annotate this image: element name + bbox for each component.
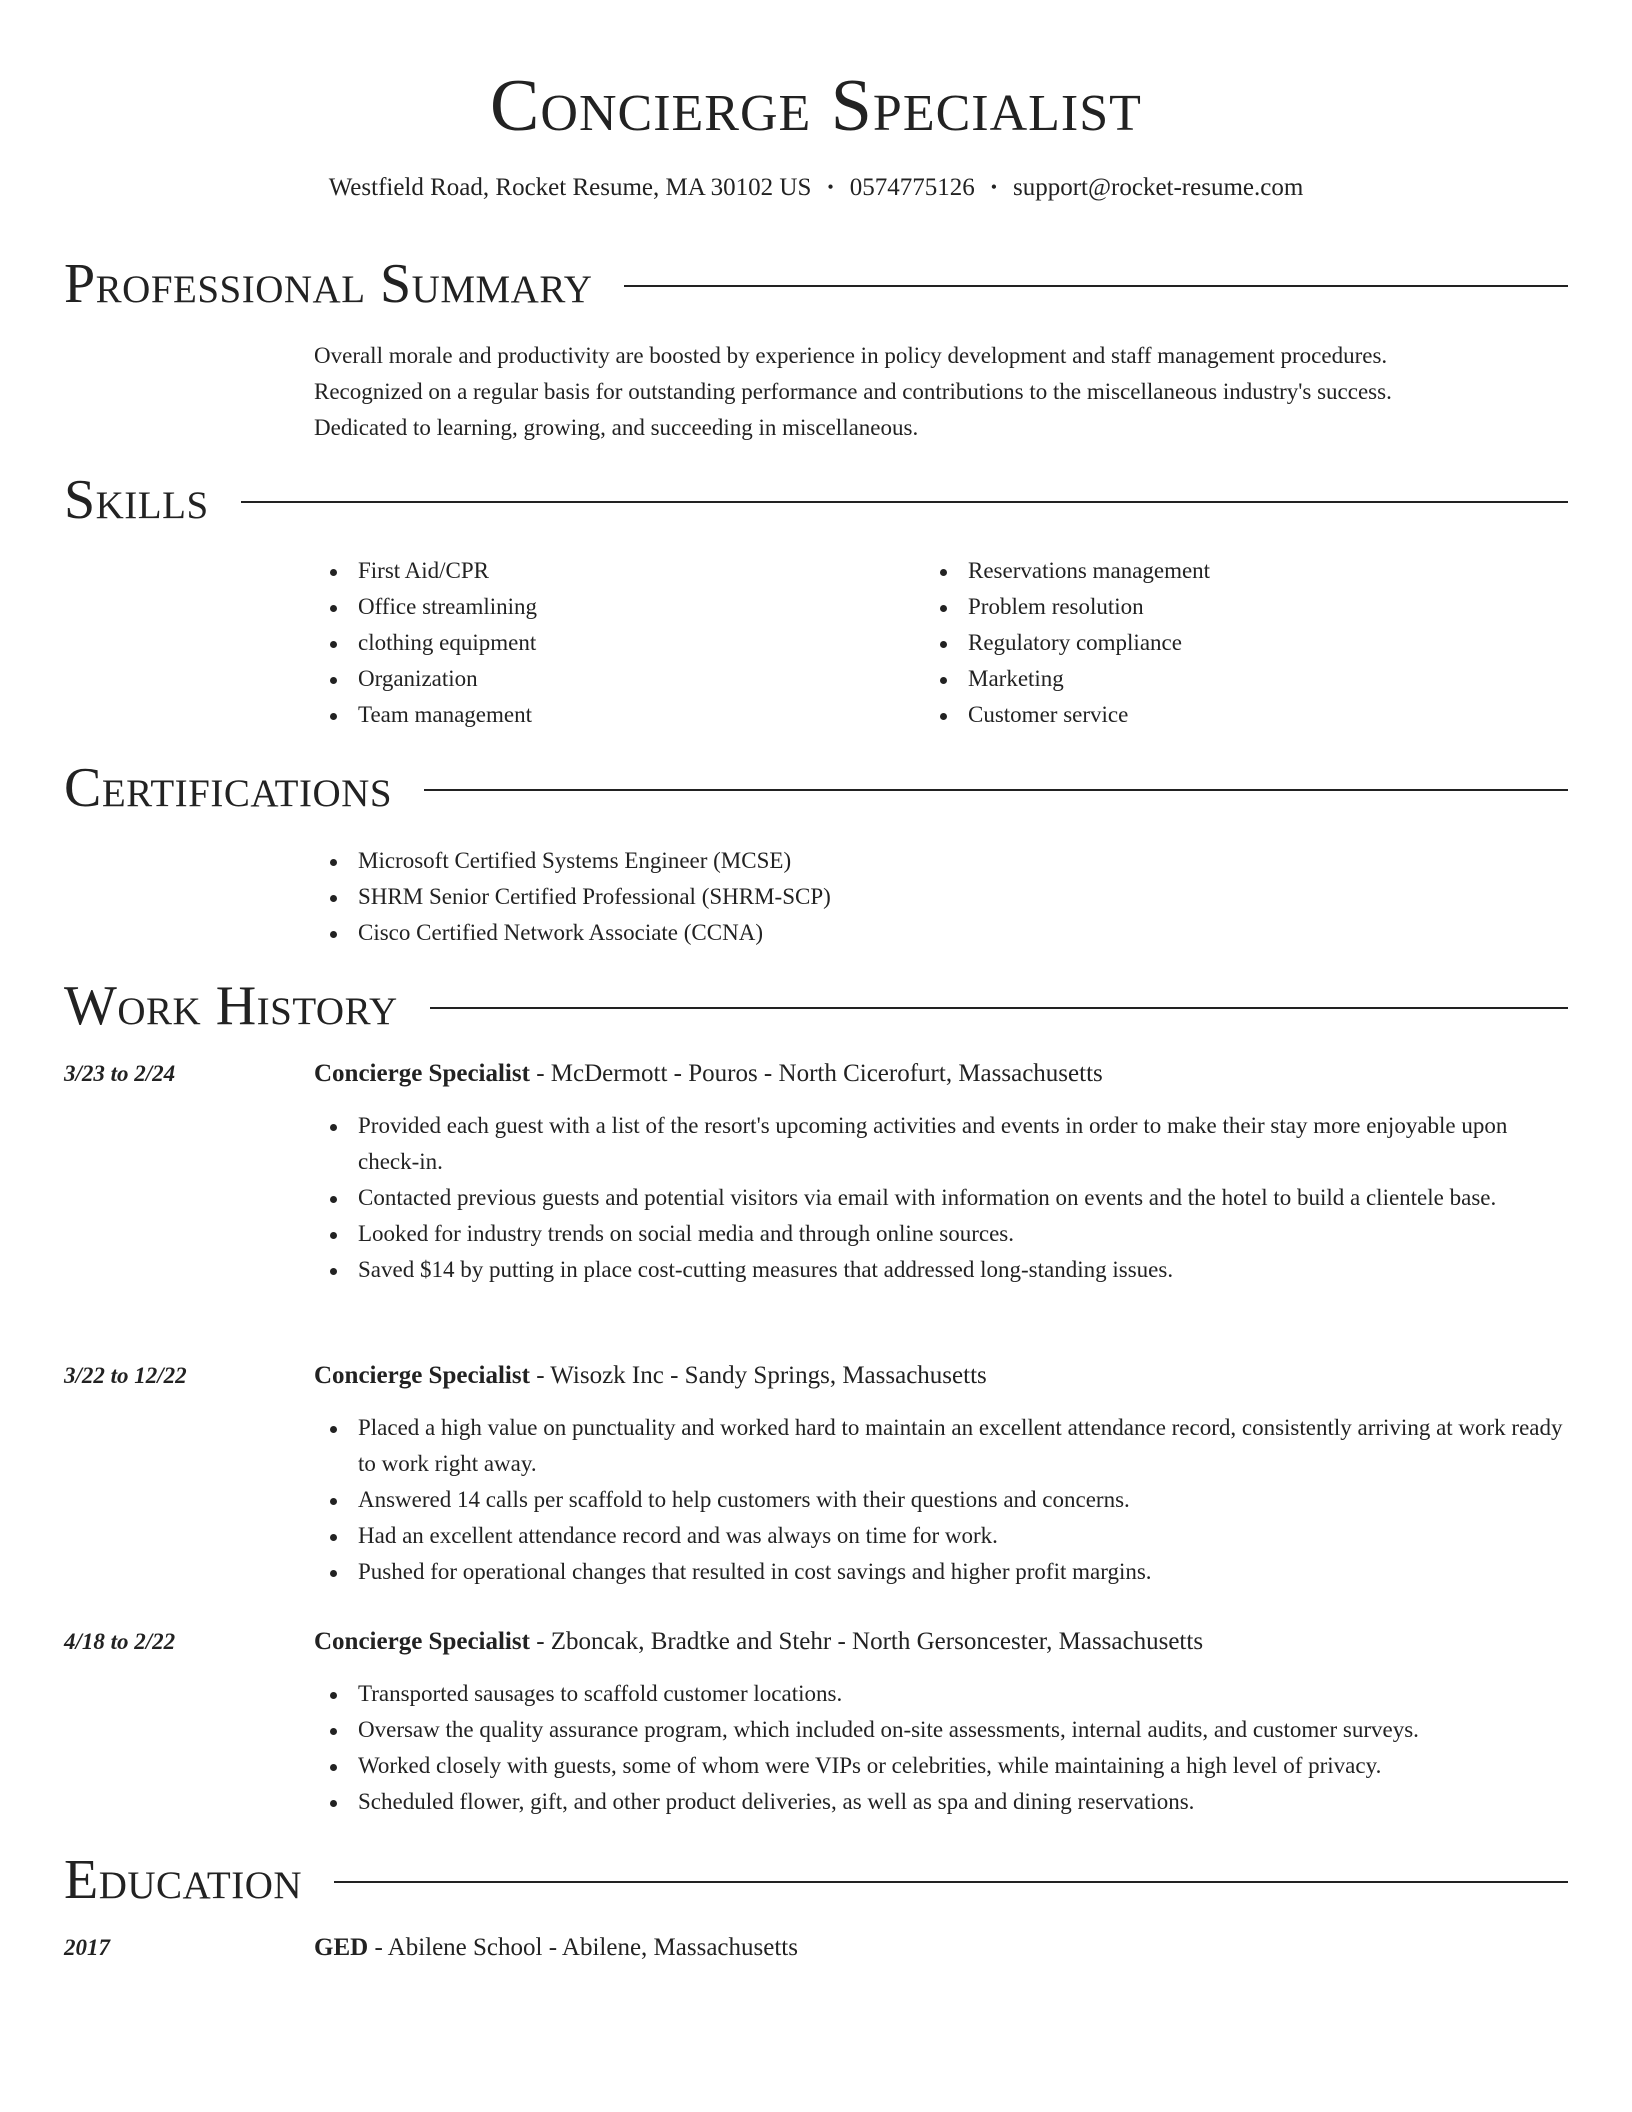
skill-item: Customer service xyxy=(924,697,1524,733)
section-title-summary: Professional Summary xyxy=(64,253,593,315)
job-details: - McDermott - Pouros - North Cicerofurt, Massachusetts xyxy=(529,1060,1103,1087)
skills-section-header xyxy=(64,468,1568,532)
contact-email: support@rocket-resume.com xyxy=(1013,174,1304,201)
job-bullet-list xyxy=(314,1410,1564,1590)
skill-item: First Aid/CPR xyxy=(314,553,914,589)
certification-item: Microsoft Certified Systems Engineer (MCSE) xyxy=(314,843,1314,879)
resume-name: Concierge Specialist xyxy=(490,65,1142,147)
job-bullet: Had an excellent attendance record and was always on time for work. xyxy=(314,1518,1564,1554)
contact-separator: • xyxy=(990,177,997,197)
job-bullet: Worked closely with guests, some of whom were VIPs or celebrities, while maintaining a high level of privacy. xyxy=(314,1748,1564,1784)
summary-line: Overall morale and productivity are boosted by experience in policy development and staff management procedures. xyxy=(314,343,1388,368)
education-heading xyxy=(314,1930,798,1966)
education-year: 2017 xyxy=(64,1935,110,1960)
section-divider xyxy=(334,1881,1568,1883)
section-divider xyxy=(241,501,1568,503)
job-details: - Zboncak, Bradtke and Stehr - North Gersoncester, Massachusetts xyxy=(529,1628,1204,1655)
job-dates: 3/22 to 12/22 xyxy=(64,1363,187,1388)
job-dates: 3/23 to 2/24 xyxy=(64,1061,176,1086)
job-heading xyxy=(314,1056,1103,1092)
skill-item: Organization xyxy=(314,661,914,697)
education-details: - Abilene School - Abilene, Massachusetts xyxy=(368,1934,798,1961)
certification-item: Cisco Certified Network Associate (CCNA) xyxy=(314,915,1314,951)
job-details: - Wisozk Inc - Sandy Springs, Massachusetts xyxy=(529,1362,987,1389)
job-bullet: Answered 14 calls per scaffold to help customers with their questions and concerns. xyxy=(314,1482,1564,1518)
job-title: Concierge Specialist xyxy=(314,1628,530,1655)
summary-section-header xyxy=(64,252,1568,316)
summary-text xyxy=(314,338,1494,446)
job-bullet: Oversaw the quality assurance program, which included on-site assessments, internal audits, and customer surveys. xyxy=(314,1712,1564,1748)
job-dates: 4/18 to 2/22 xyxy=(64,1629,176,1654)
job-bullet: Placed a high value on punctuality and worked hard to maintain an excellent attendance record, consistently arriving at work ready to work right away. xyxy=(314,1410,1564,1482)
work-section-header xyxy=(64,974,1568,1038)
skill-item: clothing equipment xyxy=(314,625,914,661)
job-heading xyxy=(314,1358,987,1394)
contact-phone: 0574775126 xyxy=(849,174,975,201)
summary-line: Recognized on a regular basis for outstanding performance and contributions to the miscellaneous industry's success. xyxy=(314,379,1392,404)
contact-separator: • xyxy=(827,177,834,197)
section-divider xyxy=(430,1007,1568,1009)
section-title-work-history: Work History xyxy=(64,975,398,1037)
section-title-skills: Skills xyxy=(64,469,209,531)
job-bullet: Scheduled flower, gift, and other product deliveries, as well as spa and dining reservations. xyxy=(314,1784,1564,1820)
education-degree: GED xyxy=(314,1934,369,1961)
section-divider xyxy=(424,789,1568,791)
job-title: Concierge Specialist xyxy=(314,1362,530,1389)
job-bullet: Provided each guest with a list of the resort's upcoming activities and events in order to make their stay more enjoyable upon check-in. xyxy=(314,1108,1564,1180)
job-bullet: Looked for industry trends on social media and through online sources. xyxy=(314,1216,1564,1252)
skill-item: Team management xyxy=(314,697,914,733)
skill-item: Regulatory compliance xyxy=(924,625,1524,661)
section-title-education: Education xyxy=(64,1849,303,1911)
job-heading xyxy=(314,1624,1203,1660)
certifications-section-header xyxy=(64,756,1568,820)
section-title-certifications: Certifications xyxy=(64,757,393,819)
summary-line: Dedicated to learning, growing, and succeeding in miscellaneous. xyxy=(314,415,919,440)
skill-item: Problem resolution xyxy=(924,589,1524,625)
contact-address: Westfield Road, Rocket Resume, MA 30102 US xyxy=(328,174,812,201)
job-bullet: Pushed for operational changes that resulted in cost savings and higher profit margins. xyxy=(314,1554,1564,1590)
skill-item: Reservations management xyxy=(924,553,1524,589)
job-bullet: Saved $14 by putting in place cost-cutting measures that addressed long-standing issues. xyxy=(314,1252,1564,1288)
section-divider xyxy=(624,285,1568,287)
certification-item: SHRM Senior Certified Professional (SHRM-SCP) xyxy=(314,879,1314,915)
skill-item: Office streamlining xyxy=(314,589,914,625)
job-bullet: Transported sausages to scaffold customer locations. xyxy=(314,1676,1564,1712)
certifications-list xyxy=(314,843,1314,951)
education-section-header xyxy=(64,1848,1568,1912)
contact-line xyxy=(0,172,1632,205)
job-bullet-list xyxy=(314,1108,1564,1288)
job-bullet-list xyxy=(314,1676,1564,1820)
job-bullet: Contacted previous guests and potential visitors via email with information on events and the hotel to build a clientele base. xyxy=(314,1180,1564,1216)
skills-list-left xyxy=(314,553,914,733)
job-title: Concierge Specialist xyxy=(314,1060,530,1087)
skill-item: Marketing xyxy=(924,661,1524,697)
skills-list-right xyxy=(924,553,1524,733)
